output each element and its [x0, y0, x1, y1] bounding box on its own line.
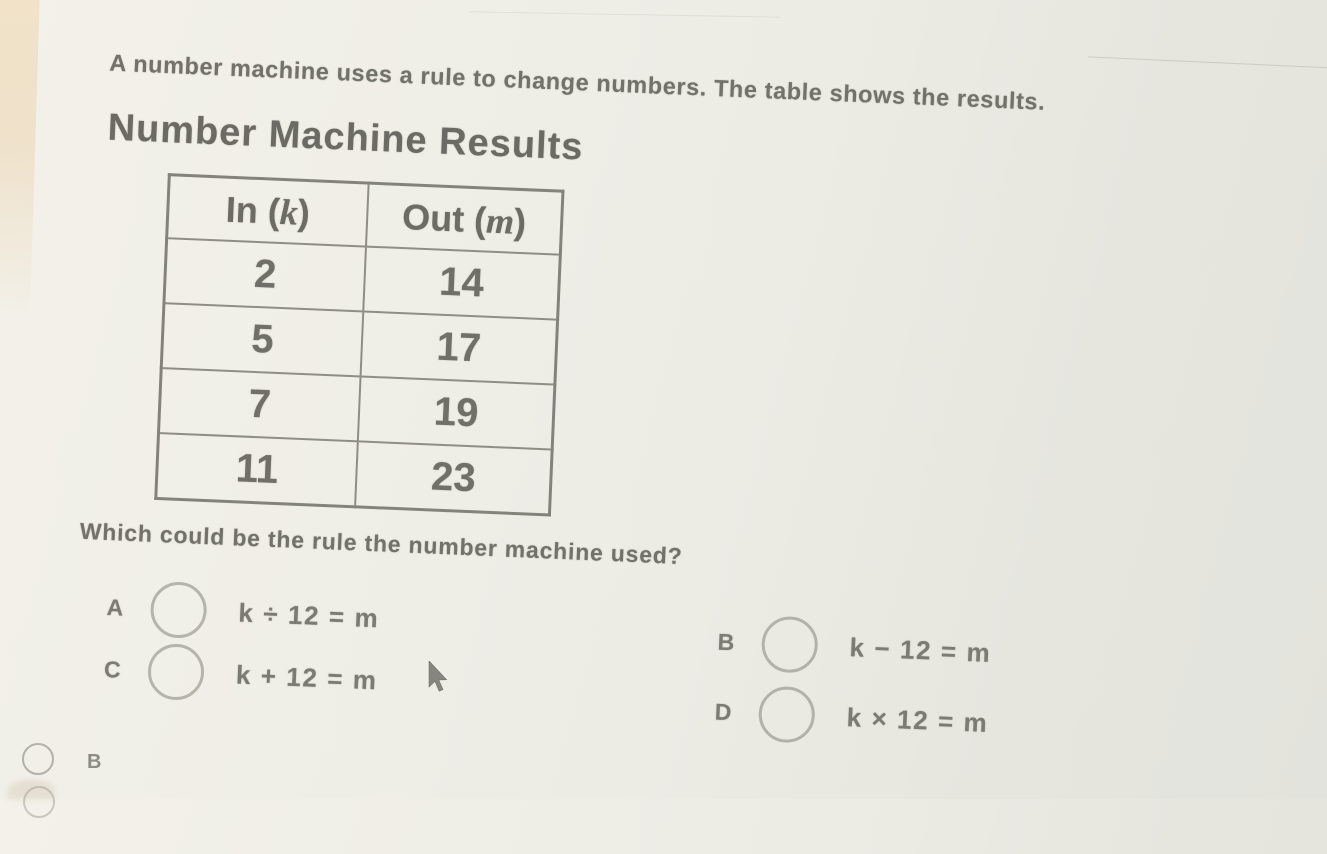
- intro-text: A number machine uses a rule to change numbers. The table shows the results.: [108, 49, 1046, 115]
- question-text: Which could be the rule the number machine used?: [79, 517, 684, 570]
- option-a-letter: A: [106, 593, 124, 621]
- option-b-bubble-icon: [761, 615, 819, 673]
- header-cell-in: In (k): [167, 175, 369, 247]
- in-value: 7: [159, 368, 361, 441]
- in-value: 11: [156, 433, 358, 507]
- option-d: [713, 680, 989, 755]
- option-c-equation: k + 12 = m: [235, 658, 379, 695]
- in-variable: k: [279, 191, 299, 233]
- option-d-equation: k × 12 = m: [846, 701, 990, 738]
- option-d-letter: D: [714, 698, 733, 725]
- out-value: 19: [358, 376, 555, 449]
- out-value: 17: [361, 311, 558, 384]
- option-b-letter: B: [717, 628, 735, 655]
- page-title: Number Machine Results: [106, 106, 585, 169]
- number-machine-table: [154, 173, 564, 516]
- option-d-bubble-icon: [758, 685, 816, 743]
- option-c-bubble-icon: [147, 643, 205, 701]
- in-value: 5: [161, 303, 363, 376]
- option-c-letter: C: [103, 655, 122, 683]
- answer-radio-label[interactable]: B: [87, 751, 102, 773]
- option-a-bubble-icon: [149, 581, 207, 639]
- mouse-cursor-icon: [427, 661, 450, 694]
- option-b-equation: k − 12 = m: [849, 631, 992, 668]
- answer-radio-button[interactable]: [22, 743, 54, 775]
- option-a-equation: k ÷ 12 = m: [237, 597, 380, 633]
- option-b: [716, 610, 992, 685]
- out-value: 14: [363, 247, 560, 320]
- answer-radio-button-partial[interactable]: [23, 786, 55, 818]
- option-c: [103, 637, 379, 712]
- out-variable: m: [485, 200, 516, 242]
- header-cell-out: Out (m): [366, 183, 563, 255]
- photo-crease-line: [470, 11, 780, 17]
- in-value: 2: [164, 238, 366, 311]
- out-value: 23: [355, 441, 552, 515]
